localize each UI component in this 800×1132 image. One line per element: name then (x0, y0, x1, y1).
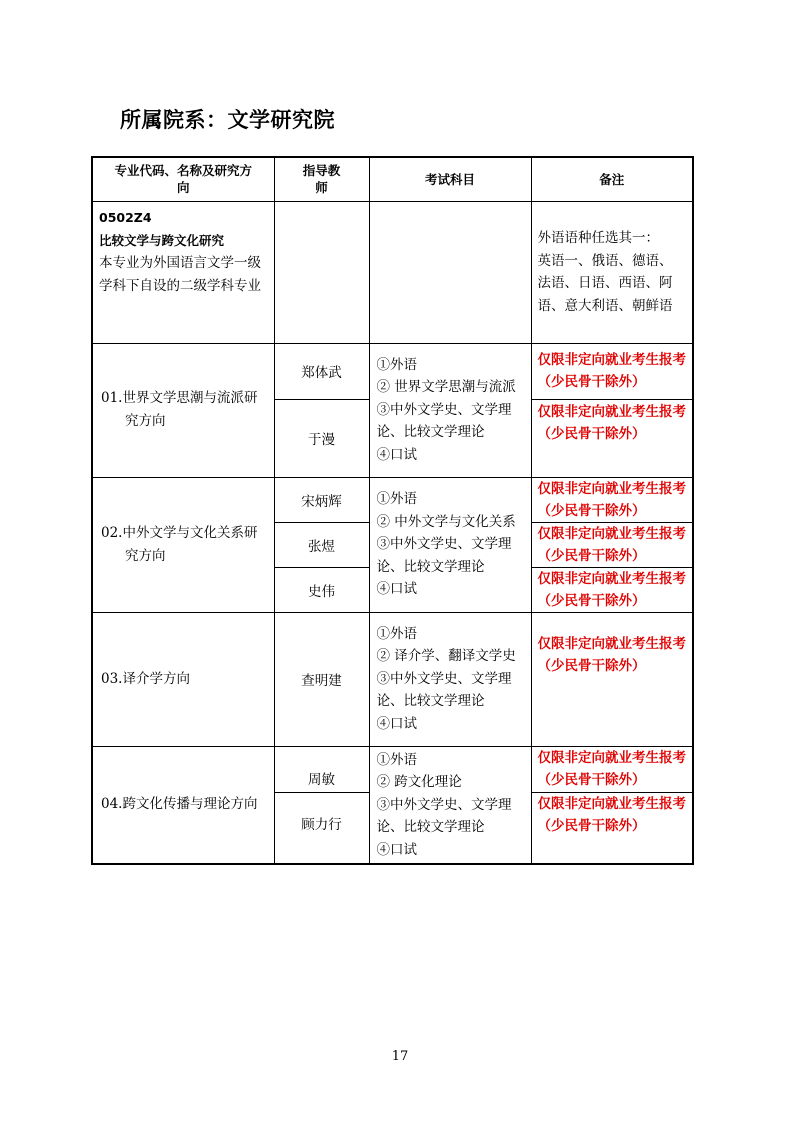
major-code: 0502Z4 (99, 209, 152, 225)
major-advisor-cell (274, 201, 369, 343)
exam-item: ② 跨文化理论 (376, 774, 462, 790)
restriction-note: 仅限非定向就业考生报考（少民骨干除外） (531, 567, 693, 612)
department-title: 所属院系：文学研究院 (120, 108, 335, 132)
exam-item: ④口试 (376, 715, 417, 732)
major-cell (92, 201, 274, 343)
language-note-line: 外语语种任选其一： (537, 230, 659, 246)
exam-item: ①外语 (376, 625, 417, 642)
direction-name: 01.世界文学思潮与流派研究方向 (101, 390, 258, 429)
language-note-line: 语、意大利语、朝鲜语 (537, 297, 673, 314)
restriction-note: 仅限非定向就业考生报考（少民骨干除外） (531, 343, 693, 399)
exam-subjects (369, 612, 531, 746)
exam-item: ①外语 (376, 356, 417, 373)
direction-name-cell (92, 343, 274, 477)
exam-item: ④口试 (376, 841, 417, 858)
direction-row (92, 612, 693, 746)
advisor-name: 史伟 (274, 567, 369, 612)
language-note-line: 法语、日语、西语、阿 (537, 275, 673, 291)
advisor-name: 张煜 (274, 522, 369, 567)
header-row (92, 157, 693, 201)
direction-row (92, 746, 693, 792)
major-name: 比较文学与跨文化研究 (99, 232, 225, 248)
direction-name: 02.中外文学与文化关系研究方向 (101, 524, 258, 564)
advisor-name: 周敏 (274, 746, 369, 792)
header-major: 专业代码、名称及研究方向 (92, 157, 274, 201)
advisor-name: 宋炳辉 (274, 477, 369, 522)
major-exam-cell (369, 201, 531, 343)
header-advisor: 指导教师 (274, 157, 369, 201)
exam-item: ② 世界文学思潮与流派 (376, 379, 516, 396)
restriction-note: 仅限非定向就业考生报考（少民骨干除外） (531, 522, 693, 567)
direction-row (92, 343, 693, 399)
exam-subjects (369, 746, 531, 864)
exam-item: ①外语 (376, 491, 417, 508)
exam-subjects (369, 477, 531, 612)
advisor-name: 顾力行 (274, 792, 369, 864)
major-row (92, 201, 693, 343)
exam-item: ④口试 (376, 446, 417, 463)
restriction-note: 仅限非定向就业考生报考（少民骨干除外） (531, 477, 693, 522)
direction-name-cell (92, 746, 274, 864)
exam-item: ③中外文学史、文学理论、比较文学理论 (376, 536, 512, 575)
exam-item: ② 译介学、翻译文学史 (376, 648, 516, 665)
exam-item: ③中外文学史、文学理论、比较文学理论 (376, 670, 512, 710)
exam-subjects (369, 343, 531, 477)
major-description: 本专业为外国语言文学一级学科下自设的二级学科专业 (99, 254, 261, 294)
direction-name: 03.译介学方向 (101, 670, 190, 687)
direction-row (92, 477, 693, 522)
exam-item: ①外语 (376, 751, 417, 768)
advisor-name: 郑体武 (274, 343, 369, 399)
header-exam: 考试科目 (369, 157, 531, 201)
restriction-note: 仅限非定向就业考生报考（少民骨干除外） (531, 612, 693, 746)
exam-item: ③中外文学史、文学理论、比较文学理论 (376, 796, 512, 835)
header-note: 备注 (531, 157, 693, 201)
exam-item: ③中外文学史、文学理论、比较文学理论 (376, 401, 512, 441)
restriction-note: 仅限非定向就业考生报考（少民骨干除外） (531, 399, 693, 477)
exam-item: ④口试 (376, 581, 417, 598)
restriction-note: 仅限非定向就业考生报考（少民骨干除外） (531, 792, 693, 864)
language-note-line: 英语一、俄语、德语、 (537, 252, 673, 269)
page-number: 17 (391, 1049, 409, 1064)
restriction-note: 仅限非定向就业考生报考（少民骨干除外） (531, 746, 693, 792)
advisor-name: 查明建 (274, 612, 369, 746)
direction-name-cell (92, 612, 274, 746)
language-note (531, 201, 693, 343)
program-table (91, 156, 694, 865)
direction-name-cell (92, 477, 274, 612)
direction-name: 04.跨文化传播与理论方向 (101, 796, 258, 813)
exam-item: ② 中外文学与文化关系 (376, 513, 516, 530)
advisor-name: 于漫 (274, 399, 369, 477)
